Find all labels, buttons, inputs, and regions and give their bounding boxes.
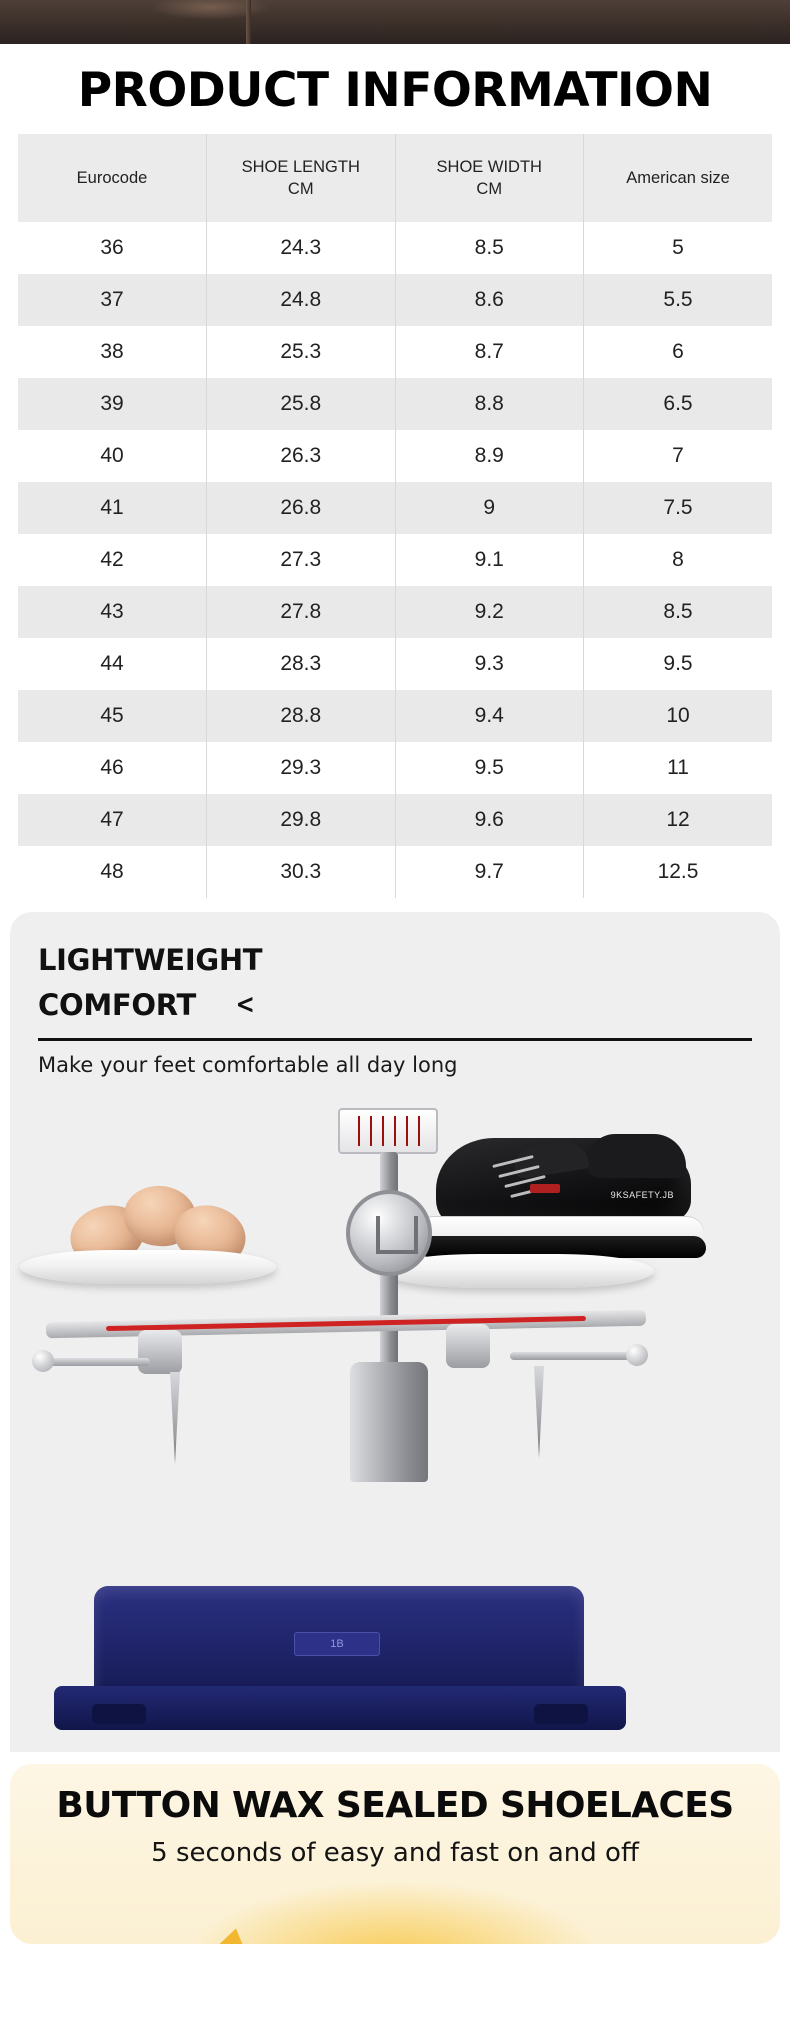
cell-american-size: 5 [584, 222, 773, 274]
cell-american-size: 12 [584, 794, 773, 846]
scale-counterweight-left [32, 1350, 54, 1372]
lightweight-heading-line1: LIGHTWEIGHT [38, 943, 263, 978]
cell-shoe-length: 26.3 [207, 430, 396, 482]
scale-base [94, 1586, 584, 1698]
scale-center-column [350, 1362, 428, 1482]
cell-shoe-width: 9.2 [395, 586, 584, 638]
scale-pointer-left [170, 1372, 180, 1464]
cell-shoe-width: 8.6 [395, 274, 584, 326]
header-line-2: CM [287, 180, 314, 199]
cell-shoe-length: 27.3 [207, 534, 396, 586]
shoe-lace-strand [498, 1165, 539, 1178]
cell-shoe-width: 9.1 [395, 534, 584, 586]
cell-eurocode: 36 [18, 222, 207, 274]
table-row [18, 742, 772, 794]
cell-eurocode: 37 [18, 274, 207, 326]
header-line-1: SHOE LENGTH [241, 157, 360, 176]
column-header-american-size [584, 134, 773, 222]
safety-shoe [418, 1130, 708, 1265]
cell-shoe-length: 25.3 [207, 326, 396, 378]
cell-american-size: 6.5 [584, 378, 773, 430]
scale-pointer-right [534, 1366, 544, 1458]
table-body [18, 222, 772, 898]
dial-tick [394, 1116, 396, 1146]
cell-american-size: 6 [584, 326, 773, 378]
chevron-left-icon: < [235, 988, 255, 1020]
cell-shoe-length: 24.8 [207, 274, 396, 326]
lightweight-heading [38, 938, 752, 1028]
cell-shoe-length: 28.3 [207, 638, 396, 690]
table-row [18, 326, 772, 378]
cell-shoe-length: 29.8 [207, 794, 396, 846]
header-line-2: CM [476, 180, 503, 199]
top-photo-strip [0, 0, 790, 44]
table-row [18, 430, 772, 482]
cell-eurocode: 40 [18, 430, 207, 482]
cell-shoe-width: 9.7 [395, 846, 584, 898]
cell-american-size: 10 [584, 690, 773, 742]
scale-knob-right [446, 1324, 490, 1368]
scale-base-flare [54, 1686, 626, 1730]
shoe-collar [586, 1134, 686, 1178]
cell-eurocode: 47 [18, 794, 207, 846]
table-row [18, 638, 772, 690]
lightweight-subtitle: Make your feet comfortable all day long [38, 1052, 458, 1077]
scale-foot-left [92, 1704, 146, 1724]
photo-rod [246, 0, 251, 44]
cell-eurocode: 39 [18, 378, 207, 430]
scale-dial [338, 1108, 438, 1154]
table-row [18, 222, 772, 274]
column-header-eurocode [18, 134, 207, 222]
dial-tick [382, 1116, 384, 1146]
table-row [18, 690, 772, 742]
photo-blur-shape [150, 0, 270, 20]
cell-shoe-length: 30.3 [207, 846, 396, 898]
cell-eurocode: 46 [18, 742, 207, 794]
table-header-row [18, 134, 772, 222]
cell-eurocode: 42 [18, 534, 207, 586]
cell-american-size: 5.5 [584, 274, 773, 326]
cell-eurocode: 45 [18, 690, 207, 742]
scale-knob-left [138, 1330, 182, 1374]
cell-shoe-width: 9 [395, 482, 584, 534]
scale-beam [46, 1310, 646, 1339]
shoe-red-tag [530, 1184, 560, 1193]
dial-tick [406, 1116, 408, 1146]
cell-eurocode: 41 [18, 482, 207, 534]
cell-american-size: 7 [584, 430, 773, 482]
cell-shoe-length: 28.8 [207, 690, 396, 742]
cell-shoe-width: 9.6 [395, 794, 584, 846]
cell-american-size: 9.5 [584, 638, 773, 690]
cell-shoe-width: 9.4 [395, 690, 584, 742]
scale-arm-left [40, 1358, 150, 1366]
cell-eurocode: 44 [18, 638, 207, 690]
cell-eurocode: 48 [18, 846, 207, 898]
header-line-1: Eurocode [76, 168, 148, 187]
cell-shoe-length: 24.3 [207, 222, 396, 274]
cell-american-size: 12.5 [584, 846, 773, 898]
scale-beam-red-stripe [106, 1316, 586, 1331]
balance-scale-illustration [10, 1072, 780, 1752]
shoe-laces [488, 1156, 598, 1200]
cell-shoe-width: 8.5 [395, 222, 584, 274]
cell-american-size: 8.5 [584, 586, 773, 638]
scale-counterweight-right [626, 1344, 648, 1366]
cell-shoe-width: 9.3 [395, 638, 584, 690]
table-row [18, 274, 772, 326]
cell-shoe-length: 26.8 [207, 482, 396, 534]
table-row [18, 482, 772, 534]
lightweight-heading-line2: COMFORT [38, 987, 196, 1022]
scale-hub [346, 1190, 432, 1276]
cell-eurocode: 38 [18, 326, 207, 378]
scale-foot-right [534, 1704, 588, 1724]
cell-shoe-width: 9.5 [395, 742, 584, 794]
header-line-1: American size [626, 168, 730, 187]
table-row [18, 378, 772, 430]
cell-shoe-width: 8.7 [395, 326, 584, 378]
page-title: PRODUCT INFORMATION [77, 63, 713, 118]
cell-shoe-width: 8.8 [395, 378, 584, 430]
cell-american-size: 11 [584, 742, 773, 794]
cell-american-size: 8 [584, 534, 773, 586]
cell-shoe-width: 8.9 [395, 430, 584, 482]
shoe-lace-strand [492, 1155, 533, 1168]
cell-eurocode: 43 [18, 586, 207, 638]
table-row [18, 794, 772, 846]
table-row [18, 586, 772, 638]
scale-pan-left [20, 1250, 276, 1284]
header-line-1: SHOE WIDTH [436, 157, 542, 176]
cell-american-size: 7.5 [584, 482, 773, 534]
cell-shoe-length: 27.8 [207, 586, 396, 638]
shoelaces-subtitle: 5 seconds of easy and fast on and off [151, 1837, 639, 1868]
table-head [18, 134, 772, 222]
scale-base-plate: 1B [294, 1632, 380, 1656]
dial-tick [418, 1116, 420, 1146]
dial-tick [370, 1116, 372, 1146]
lightweight-heading-line2-row [38, 983, 752, 1028]
table-row [18, 846, 772, 898]
cell-shoe-length: 25.8 [207, 378, 396, 430]
shoelaces-heading: BUTTON WAX SEALED SHOELACES [56, 1785, 734, 1827]
shoelaces-section [10, 1764, 780, 1944]
column-header-shoe-length [207, 134, 396, 222]
size-chart-table [18, 134, 772, 898]
lightweight-comfort-section [10, 912, 780, 1752]
table-row [18, 534, 772, 586]
shoe-brand-label: 9KSAFETY.JB [610, 1190, 674, 1201]
size-table-wrapper [0, 134, 790, 898]
column-header-shoe-width [395, 134, 584, 222]
dial-tick [358, 1116, 360, 1146]
divider [38, 1038, 752, 1041]
scale-arm-right [510, 1352, 630, 1360]
cell-shoe-length: 29.3 [207, 742, 396, 794]
